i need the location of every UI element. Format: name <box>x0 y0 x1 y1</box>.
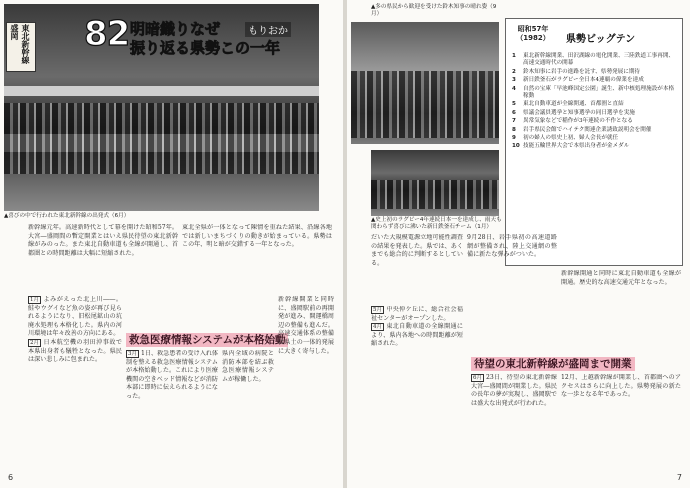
event-number: 1 <box>512 53 516 59</box>
headline-line1: 明暗織りなぜ <box>130 20 221 38</box>
event-text: 新日鉄釜石がラグビー全日本4連覇の偉業を達成 <box>523 77 644 84</box>
subhead-shinkansen <box>471 356 635 371</box>
event-item <box>512 135 676 142</box>
photo-caption-top: ▲多の県民から歓迎を受けた鈴木知事の晴れ姿（9月） <box>371 4 497 17</box>
event-text: 初の婦人の県史上初、婦人会長が就任 <box>523 135 619 142</box>
section3-marker: 3月 <box>128 351 137 357</box>
events-era-heading <box>512 25 554 43</box>
event-item <box>512 86 676 101</box>
event-number: 6 <box>512 109 516 116</box>
events-era: 昭和57年 <box>517 25 549 33</box>
event-number: 7 <box>512 118 516 125</box>
photo-caption: ▲喜びの中で行われた東北新幹線の出発式（6月） <box>4 213 130 219</box>
section6 <box>471 374 557 476</box>
section4-marker: 5月 <box>373 307 382 313</box>
section2-marker: 2月 <box>30 339 39 346</box>
event-number: 4 <box>512 85 516 92</box>
event-item <box>512 118 676 125</box>
event-text: 技能五輪世界大会で本県出身者が金メダル <box>523 143 630 150</box>
section5-text: 東北自動車道の全線開通により、県内各地への時間距離が短縮された。 <box>371 323 463 348</box>
event-text: 鈴木知事に岩手の進路を託す、県勢発展に期待 <box>523 68 641 75</box>
photo-caption-bottom: ▲史上初のラグビー4年連続日本一を達成し、雨天も関わらず喜びに沸いた新日鉄釜石チーム（1月） <box>371 217 502 230</box>
body-text-a: だいた大規模電源立地可能性調査の結果を発表した。県では、あくまでも総合的に判断するとしている。 <box>371 234 463 267</box>
body-text-b: 9月28日、岩手県初の高速道路網が整備され、陸上交通網の整備に新たな弾みがついた。 <box>467 234 557 259</box>
subhead-shinkansen-text: 待望の東北新幹線が盛岡まで開業 <box>471 357 635 371</box>
event-number: 10 <box>512 143 520 150</box>
subhead-emergency-text: 救急医療情報システムが本格始動 <box>126 333 288 347</box>
event-number: 8 <box>512 126 516 133</box>
governor-photo <box>351 22 499 144</box>
event-item <box>512 53 676 68</box>
right-page <box>347 0 690 488</box>
col-right-text: 新幹線開業と同時に、盛岡駅前の再開発が進み、開運橋周辺の整備も進んだ。高速交通体系の整備は県土の一体的発展に大きく寄与した。 <box>278 296 334 355</box>
page-number-right: 7 <box>676 473 682 482</box>
event-text: 自然の宝庫「早池峰国定公園」誕生、新中核処理施設が本格稼動 <box>523 85 675 100</box>
intro-text: 新幹線元年。高速新時代として幕を開けた昭和57年。大宮―盛岡間の暫定開業とはいえ県民待望の東北新幹線がみのった。また東北自動車道も全線が開通し、首都圏との時間距離は大幅に短縮された。 <box>28 224 178 257</box>
rugby-photo <box>371 150 499 216</box>
event-item <box>512 101 676 108</box>
subhead-emergency <box>126 332 288 347</box>
event-number: 2 <box>512 68 516 75</box>
event-item <box>512 77 676 84</box>
event-item <box>512 127 676 134</box>
events-title: 県勢ビッグテン <box>566 34 636 45</box>
section4 <box>371 306 463 476</box>
section1-text: よみがえった北上川――。鮭やウグイなど魚の姿が再び見られるようになり、旧松尾鉱山の坑廃水処理も本格化した。県内の河川環境は年々改善の方向にある。 <box>28 296 122 338</box>
section5-marker: 4月 <box>373 324 382 331</box>
event-number: 3 <box>512 77 516 84</box>
section1 <box>28 296 122 476</box>
section6-marker: 6月 <box>473 375 482 381</box>
headline-line2: 振り返る県勢この一年 <box>130 39 281 57</box>
event-number: 5 <box>512 101 516 108</box>
section3 <box>126 350 218 476</box>
top-ten-events-box <box>505 18 683 266</box>
event-number: 9 <box>512 135 516 142</box>
station-sign: 東北新幹線盛岡 <box>6 22 36 72</box>
event-text: 県議会議員選挙と知事選挙の同日選挙を実施 <box>523 109 635 116</box>
event-text: 岩手県民会館でハイテク関連企業誘致説明会を開催 <box>523 126 652 133</box>
year-number: 82 <box>84 14 130 54</box>
section3-text: 1日、救急患者の受け入れ体制を整える救急医療情報システムが本格始動した。これにより医療機関の空きベッド情報などが消防本部に即時に伝えられるようになった。 <box>126 350 218 400</box>
events-year: （1982） <box>516 34 550 42</box>
section2-text: 日本航空機の羽田沖事故で本県出身者も犠牲となった。県民は深い悲しみに包まれた。 <box>28 338 122 364</box>
section6-text: 23日、待望の東北新幹線大宮―盛岡間が開業した。県民の長年の夢が実現し、盛岡駅では盛大な出発式が行われた。 <box>471 374 557 407</box>
event-item <box>512 69 676 76</box>
pref-label: もりおか <box>245 22 291 37</box>
event-item <box>512 110 676 117</box>
event-text: 異常気象などで稲作が3年連続の不作となる <box>523 118 633 125</box>
page-number-left: 6 <box>8 473 14 482</box>
col-far-text2: 12月、上越新幹線が開業し、首都圏へのアクセスはさらに向上した。県勢発展の新たな一歩となる年であった。 <box>561 374 681 399</box>
col-far-text: 新幹線開通と同時に東北自動車道も全線が開通。歴史的な高速交通元年となった。 <box>561 270 681 286</box>
events-list <box>512 53 676 152</box>
col2-text: 東北全県が一体となって陳情を重ねた結果、沿線各地では新しいまちづくりの動きが始まっている。県勢はこの年、明と暗が交錯する一年となった。 <box>182 224 332 249</box>
left-page <box>0 0 343 488</box>
col-mid-text: 県内全域の病院と消防本部を結ぶ救急医療情報システムが稼働した。 <box>222 350 274 383</box>
section4-text: 中央仲ケ丘に、総合社会福祉センターがオープンした。 <box>371 306 463 322</box>
event-text: 東北自動車道が全線開通、首都圏と直結 <box>523 101 624 108</box>
section1-marker: 1月 <box>30 297 39 303</box>
event-item <box>512 143 676 150</box>
event-text: 東北新幹線開業、田沢湖線の電化開業、三陸鉄道工事再開、高速交通時代の開幕 <box>523 53 675 67</box>
